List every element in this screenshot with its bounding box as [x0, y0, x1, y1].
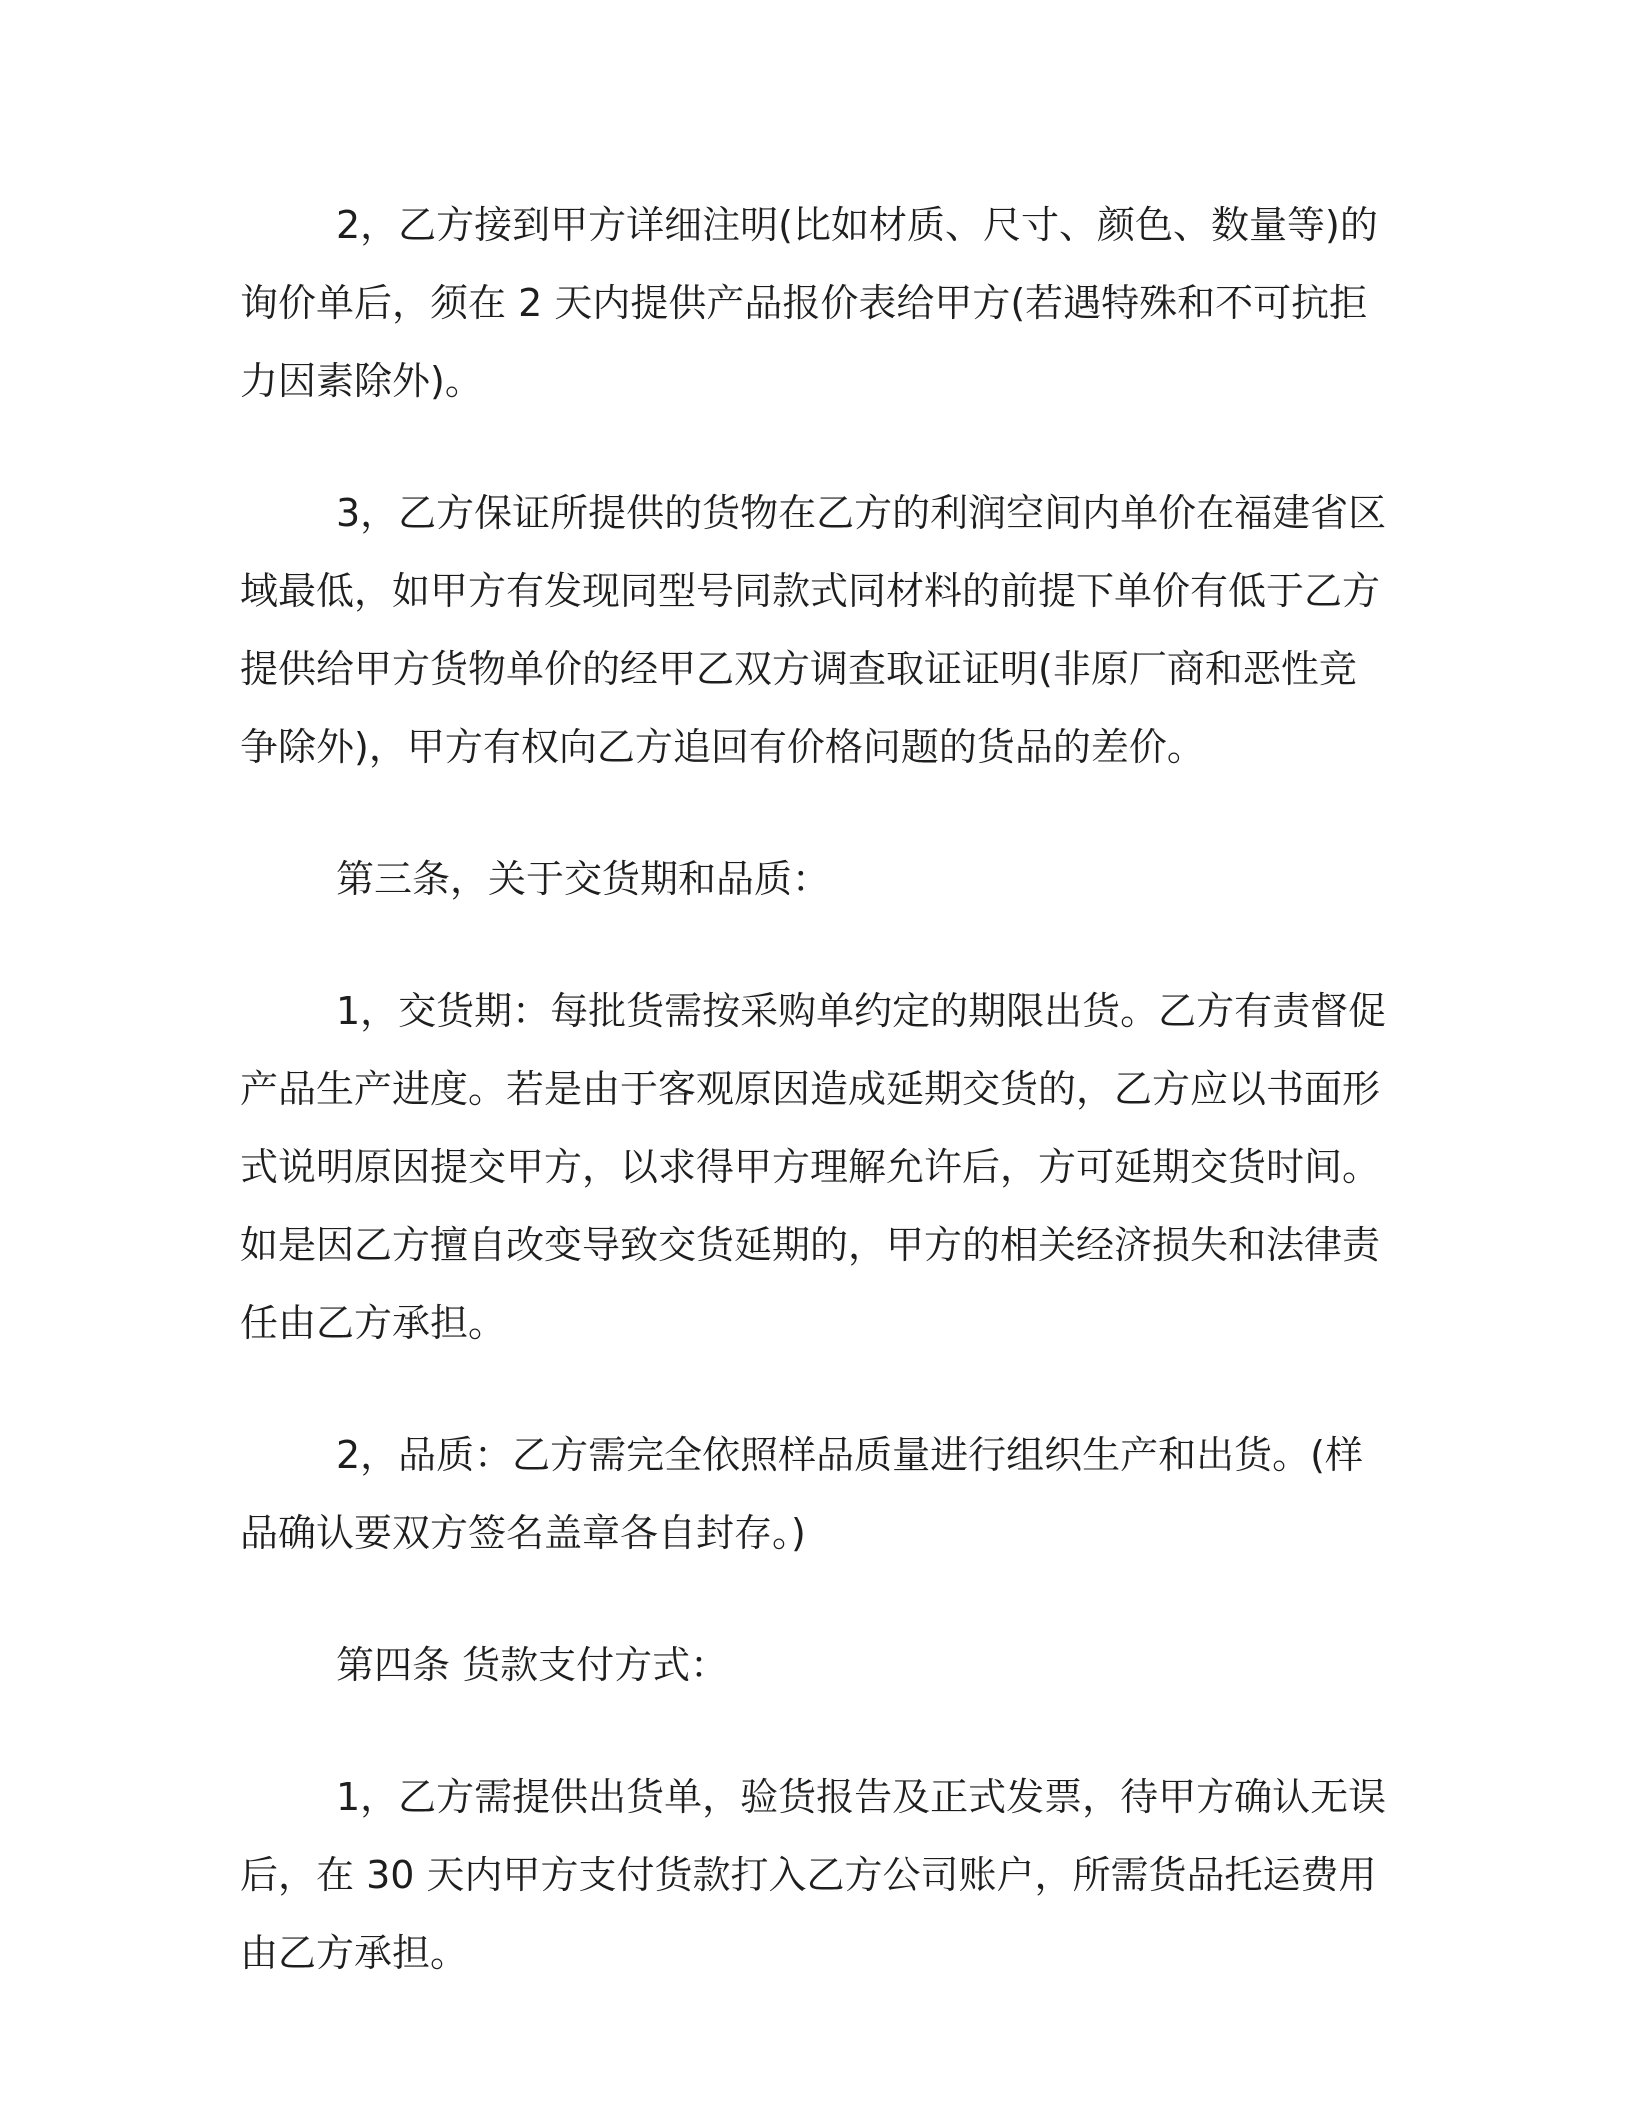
paragraph-spacer: [240, 420, 1390, 474]
document-body: [240, 186, 1390, 1992]
paragraph-spacer: [240, 1362, 1390, 1416]
paragraph-3-lowest-price: 3，乙方保证所提供的货物在乙方的利润空间内单价在福建省区域最低，如甲方有发现同型号同款式同材料的前提下单价有低于乙方提供给甲方货物单价的经甲乙双方调查取证证明(非原厂商和恶性竞争除外)，甲方有权向乙方追回有价格问题的货品的差价。: [240, 491, 1387, 769]
paragraph-2-quotation: 2，乙方接到甲方详细注明(比如材质、尺寸、颜色、数量等)的询价单后，须在 2 天内提供产品报价表给甲方(若遇特殊和不可抗拒力因素除外)。: [240, 203, 1378, 403]
article-4-heading: 第四条 货款支付方式：: [336, 1643, 729, 1687]
paragraph-delivery-period: 1，交货期：每批货需按采购单约定的期限出货。乙方有责督促产品生产进度。若是由于客观原因造成延期交货的，乙方应以书面形式说明原因提交甲方，以求得甲方理解允许后，方可延期交货时间。如是因乙方擅自改变导致交货延期的，甲方的相关经济损失和法律责任由乙方承担。: [240, 989, 1387, 1345]
paragraph-spacer: [240, 786, 1390, 840]
paragraph-spacer: [240, 1704, 1390, 1758]
article-3-heading: 第三条，关于交货期和品质：: [336, 857, 831, 901]
paragraph-quality: 2，品质：乙方需完全依照样品质量进行组织生产和出货。(样品确认要双方签名盖章各自封存。): [240, 1433, 1364, 1555]
paragraph-spacer: [240, 918, 1390, 972]
paragraph-payment: 1，乙方需提供出货单，验货报告及正式发票，待甲方确认无误后，在 30 天内甲方支付货款打入乙方公司账户，所需货品托运费用由乙方承担。: [240, 1775, 1387, 1975]
paragraph-spacer: [240, 1572, 1390, 1626]
